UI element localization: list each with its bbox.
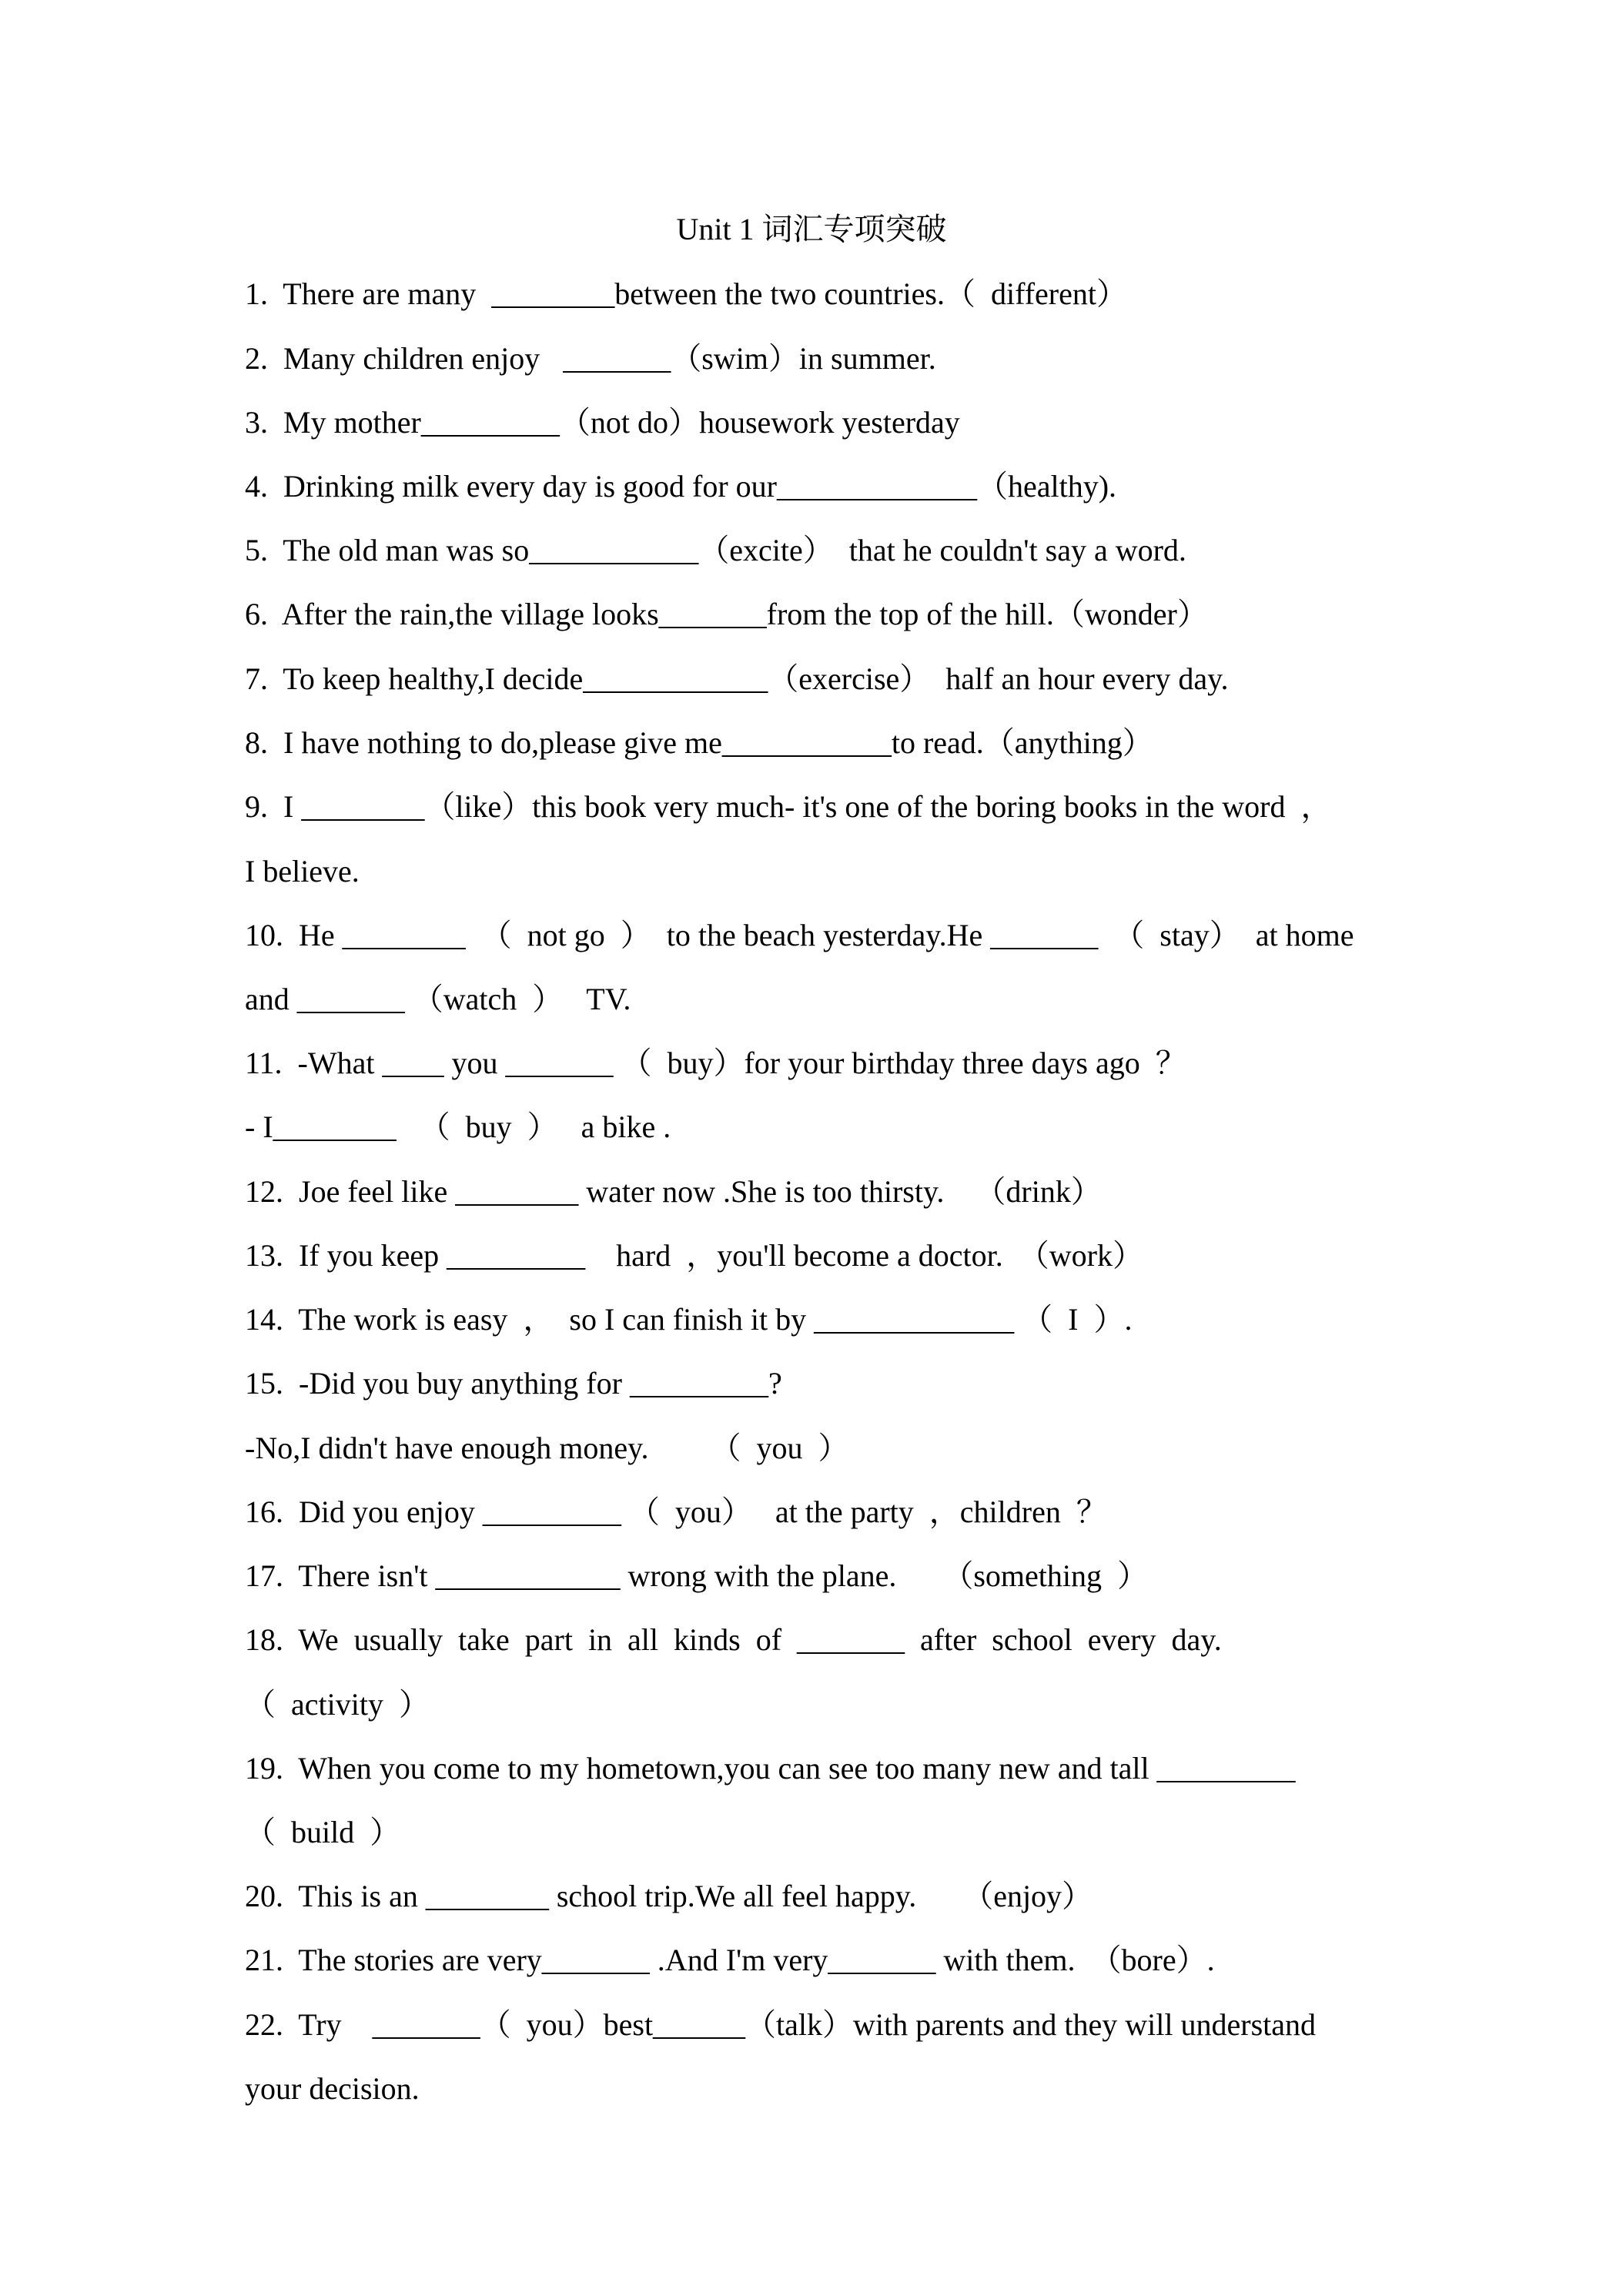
page-title: Unit 1 词汇专项突破: [676, 212, 947, 246]
question-3: 3. My mother_________（not do）housework yesterday: [245, 405, 960, 440]
question-4: 4. Drinking milk every day is good for our_____________（healthy).: [245, 469, 1117, 504]
question-9-continued: I believe.: [245, 854, 360, 889]
question-12: 12. Joe feel like ________ water now .She is too thirsty. （drink）: [245, 1174, 1102, 1209]
question-11: 11. -What ____ you _______ （ buy）for your birthday three days ago ？: [245, 1046, 1186, 1080]
question-14: 14. The work is easy ， so I can finish it by _____________ （ I ）.: [245, 1302, 1133, 1337]
question-16: 16. Did you enjoy _________ （ you） at the party ，children ？: [245, 1494, 1107, 1529]
question-18: 18. We usually take part in all kinds of _______ after school every day.: [245, 1622, 1222, 1657]
question-15-answer: -No,I didn't have enough money. （ you ）: [245, 1431, 849, 1465]
question-8: 8. I have nothing to do,please give me___________to read.（anything）: [245, 725, 1153, 760]
question-19: 19. When you come to my hometown,you can see too many new and tall _________: [245, 1751, 1296, 1786]
question-17: 17. There isn't ____________ wrong with the plane. （something ）: [245, 1558, 1149, 1593]
question-21: 21. The stories are very_______ .And I'm very_______ with them. （bore）.: [245, 1943, 1215, 1977]
question-7: 7. To keep healthy,I decide____________（exercise） half an hour every day.: [245, 661, 1229, 696]
question-13: 13. If you keep _________ hard ，you'll become a doctor. （work）: [245, 1238, 1143, 1273]
question-15: 15. -Did you buy anything for _________?: [245, 1366, 782, 1401]
question-6: 6. After the rain,the village looks_______from the top of the hill.（wonder）: [245, 597, 1208, 631]
question-1: 1. There are many ________between the two countries.（ different）: [245, 276, 1127, 311]
question-19-continued: （ build ）: [245, 1815, 401, 1849]
question-10-continued: and _______ （watch ） TV.: [245, 982, 631, 1016]
question-10: 10. He ________ （ not go ） to the beach yesterday.He _______ （ stay） at home: [245, 918, 1354, 952]
question-11-answer: - I________ （ buy ） a bike .: [245, 1110, 671, 1144]
question-18-continued: （ activity ）: [245, 1687, 430, 1722]
question-22: 22. Try _______（ you）best______（talk）with parents and they will understand: [245, 2007, 1317, 2042]
question-2: 2. Many children enjoy _______（swim）in summer.: [245, 341, 936, 376]
question-9: 9. I ________（like）this book very much- it's one of the boring books in the word ，: [245, 789, 1332, 824]
question-5: 5. The old man was so___________（excite） that he couldn't say a word.: [245, 533, 1186, 567]
question-22-continued: your decision.: [245, 2071, 420, 2106]
question-20: 20. This is an ________ school trip.We all feel happy. （enjoy）: [245, 1879, 1093, 1913]
